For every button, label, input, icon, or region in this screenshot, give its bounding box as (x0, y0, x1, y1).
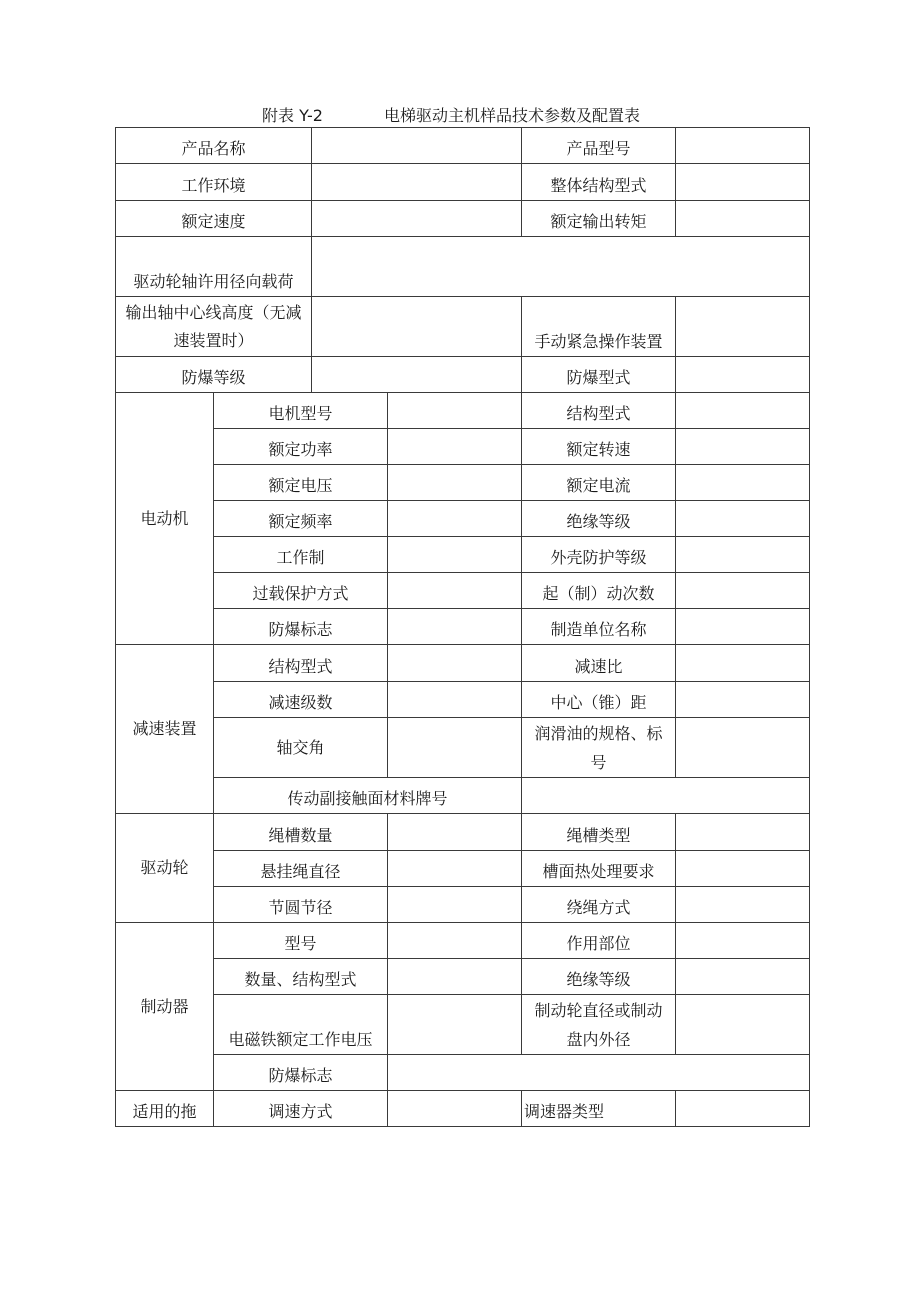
value-cell[interactable] (388, 537, 522, 573)
label-cell: 额定频率 (214, 501, 388, 537)
table-row (116, 814, 810, 851)
group-cell-brake: 制动器 (116, 923, 214, 1091)
value-cell[interactable] (676, 645, 810, 682)
value-cell[interactable] (388, 718, 522, 778)
label-cell: 传动副接触面材料牌号 (214, 778, 522, 814)
value-cell[interactable] (388, 393, 522, 429)
value-cell[interactable] (676, 851, 810, 887)
group-cell-reducer: 减速装置 (116, 645, 214, 814)
label-cell: 额定输出转矩 (522, 201, 676, 237)
value-cell[interactable] (676, 357, 810, 393)
value-cell[interactable] (312, 128, 522, 164)
group-cell-drive: 适用的拖 (116, 1091, 214, 1127)
table-row (116, 537, 810, 573)
value-cell[interactable] (312, 237, 810, 297)
label-cell: 电机型号 (214, 393, 388, 429)
group-cell-sheave: 驱动轮 (116, 814, 214, 923)
table-title (0, 101, 920, 127)
label-cell: 润滑油的规格、标号 (522, 718, 676, 778)
value-cell[interactable] (676, 537, 810, 573)
value-cell[interactable] (388, 851, 522, 887)
label-cell: 槽面热处理要求 (522, 851, 676, 887)
label-cell: 调速方式 (214, 1091, 388, 1127)
label-cell: 中心（锥）距 (522, 682, 676, 718)
label-cell: 制动轮直径或制动盘内外径 (522, 995, 676, 1055)
label-cell: 手动紧急操作装置 (522, 297, 676, 357)
value-cell[interactable] (388, 465, 522, 501)
value-cell[interactable] (388, 995, 522, 1055)
value-cell[interactable] (388, 959, 522, 995)
table-row (116, 573, 810, 609)
label-cell: 防爆标志 (214, 1055, 388, 1091)
value-cell[interactable] (388, 501, 522, 537)
value-cell[interactable] (388, 814, 522, 851)
value-cell[interactable] (676, 501, 810, 537)
value-cell[interactable] (676, 718, 810, 778)
value-cell[interactable] (388, 429, 522, 465)
value-cell[interactable] (388, 1055, 810, 1091)
label-cell: 轴交角 (214, 718, 388, 778)
value-cell[interactable] (312, 357, 522, 393)
label-cell: 绳槽类型 (522, 814, 676, 851)
label-cell: 减速比 (522, 645, 676, 682)
label-cell: 数量、结构型式 (214, 959, 388, 995)
table-row (116, 778, 810, 814)
value-cell[interactable] (312, 297, 522, 357)
label-cell: 悬挂绳直径 (214, 851, 388, 887)
value-cell[interactable] (388, 1091, 522, 1127)
table-row (116, 128, 810, 164)
table-number: 附表 Y-2 (262, 106, 323, 125)
value-cell[interactable] (676, 609, 810, 645)
label-cell: 防爆型式 (522, 357, 676, 393)
label-cell: 防爆等级 (116, 357, 312, 393)
value-cell[interactable] (676, 573, 810, 609)
value-cell[interactable] (676, 923, 810, 959)
label-cell: 额定功率 (214, 429, 388, 465)
value-cell[interactable] (676, 814, 810, 851)
table-row (116, 959, 810, 995)
table-row (116, 237, 810, 297)
value-cell[interactable] (676, 995, 810, 1055)
label-cell: 额定速度 (116, 201, 312, 237)
table-row (116, 201, 810, 237)
group-cell-motor: 电动机 (116, 393, 214, 645)
table-row (116, 297, 810, 357)
value-cell[interactable] (676, 297, 810, 357)
table-row (116, 1091, 810, 1127)
label-cell: 型号 (214, 923, 388, 959)
label-cell: 工作制 (214, 537, 388, 573)
table-row (116, 1055, 810, 1091)
value-cell[interactable] (388, 645, 522, 682)
label-cell: 绕绳方式 (522, 887, 676, 923)
table-row (116, 357, 810, 393)
value-cell[interactable] (676, 1091, 810, 1127)
label-cell: 额定电压 (214, 465, 388, 501)
value-cell[interactable] (676, 429, 810, 465)
label-cell: 作用部位 (522, 923, 676, 959)
value-cell[interactable] (676, 682, 810, 718)
label-cell: 电磁铁额定工作电压 (214, 995, 388, 1055)
label-cell: 绝缘等级 (522, 959, 676, 995)
label-cell: 工作环境 (116, 164, 312, 201)
label-cell: 结构型式 (214, 645, 388, 682)
table-row (116, 164, 810, 201)
label-cell: 起（制）动次数 (522, 573, 676, 609)
value-cell[interactable] (388, 573, 522, 609)
table-row (116, 645, 810, 682)
value-cell[interactable] (676, 887, 810, 923)
value-cell[interactable] (312, 164, 522, 201)
label-cell: 外壳防护等级 (522, 537, 676, 573)
label-cell: 制造单位名称 (522, 609, 676, 645)
table-row (116, 465, 810, 501)
label-cell: 绝缘等级 (522, 501, 676, 537)
spec-table (115, 127, 810, 1127)
value-cell[interactable] (676, 164, 810, 201)
table-row (116, 718, 810, 778)
label-cell: 输出轴中心线高度（无减速装置时） (116, 297, 312, 357)
label-cell: 整体结构型式 (522, 164, 676, 201)
label-cell: 产品型号 (522, 128, 676, 164)
value-cell[interactable] (676, 465, 810, 501)
value-cell[interactable] (388, 887, 522, 923)
label-cell: 结构型式 (522, 393, 676, 429)
value-cell[interactable] (676, 393, 810, 429)
label-cell: 额定电流 (522, 465, 676, 501)
table-name: 电梯驱动主机样品技术参数及配置表 (384, 106, 641, 125)
value-cell[interactable] (388, 923, 522, 959)
value-cell[interactable] (388, 609, 522, 645)
label-cell: 驱动轮轴许用径向载荷 (116, 237, 312, 297)
table-row (116, 393, 810, 429)
table-row (116, 995, 810, 1055)
label-cell: 减速级数 (214, 682, 388, 718)
value-cell[interactable] (522, 778, 810, 814)
value-cell[interactable] (676, 128, 810, 164)
table-row (116, 923, 810, 959)
label-cell: 绳槽数量 (214, 814, 388, 851)
label-cell: 产品名称 (116, 128, 312, 164)
value-cell[interactable] (676, 959, 810, 995)
label-cell: 过载保护方式 (214, 573, 388, 609)
label-cell: 节圆节径 (214, 887, 388, 923)
label-cell: 防爆标志 (214, 609, 388, 645)
table-row (116, 609, 810, 645)
table-row (116, 501, 810, 537)
table-row (116, 887, 810, 923)
label-cell: 额定转速 (522, 429, 676, 465)
table-row (116, 851, 810, 887)
table-row (116, 429, 810, 465)
table-row (116, 682, 810, 718)
value-cell[interactable] (388, 682, 522, 718)
value-cell[interactable] (676, 201, 810, 237)
label-cell: 调速器类型 (522, 1091, 676, 1127)
value-cell[interactable] (312, 201, 522, 237)
